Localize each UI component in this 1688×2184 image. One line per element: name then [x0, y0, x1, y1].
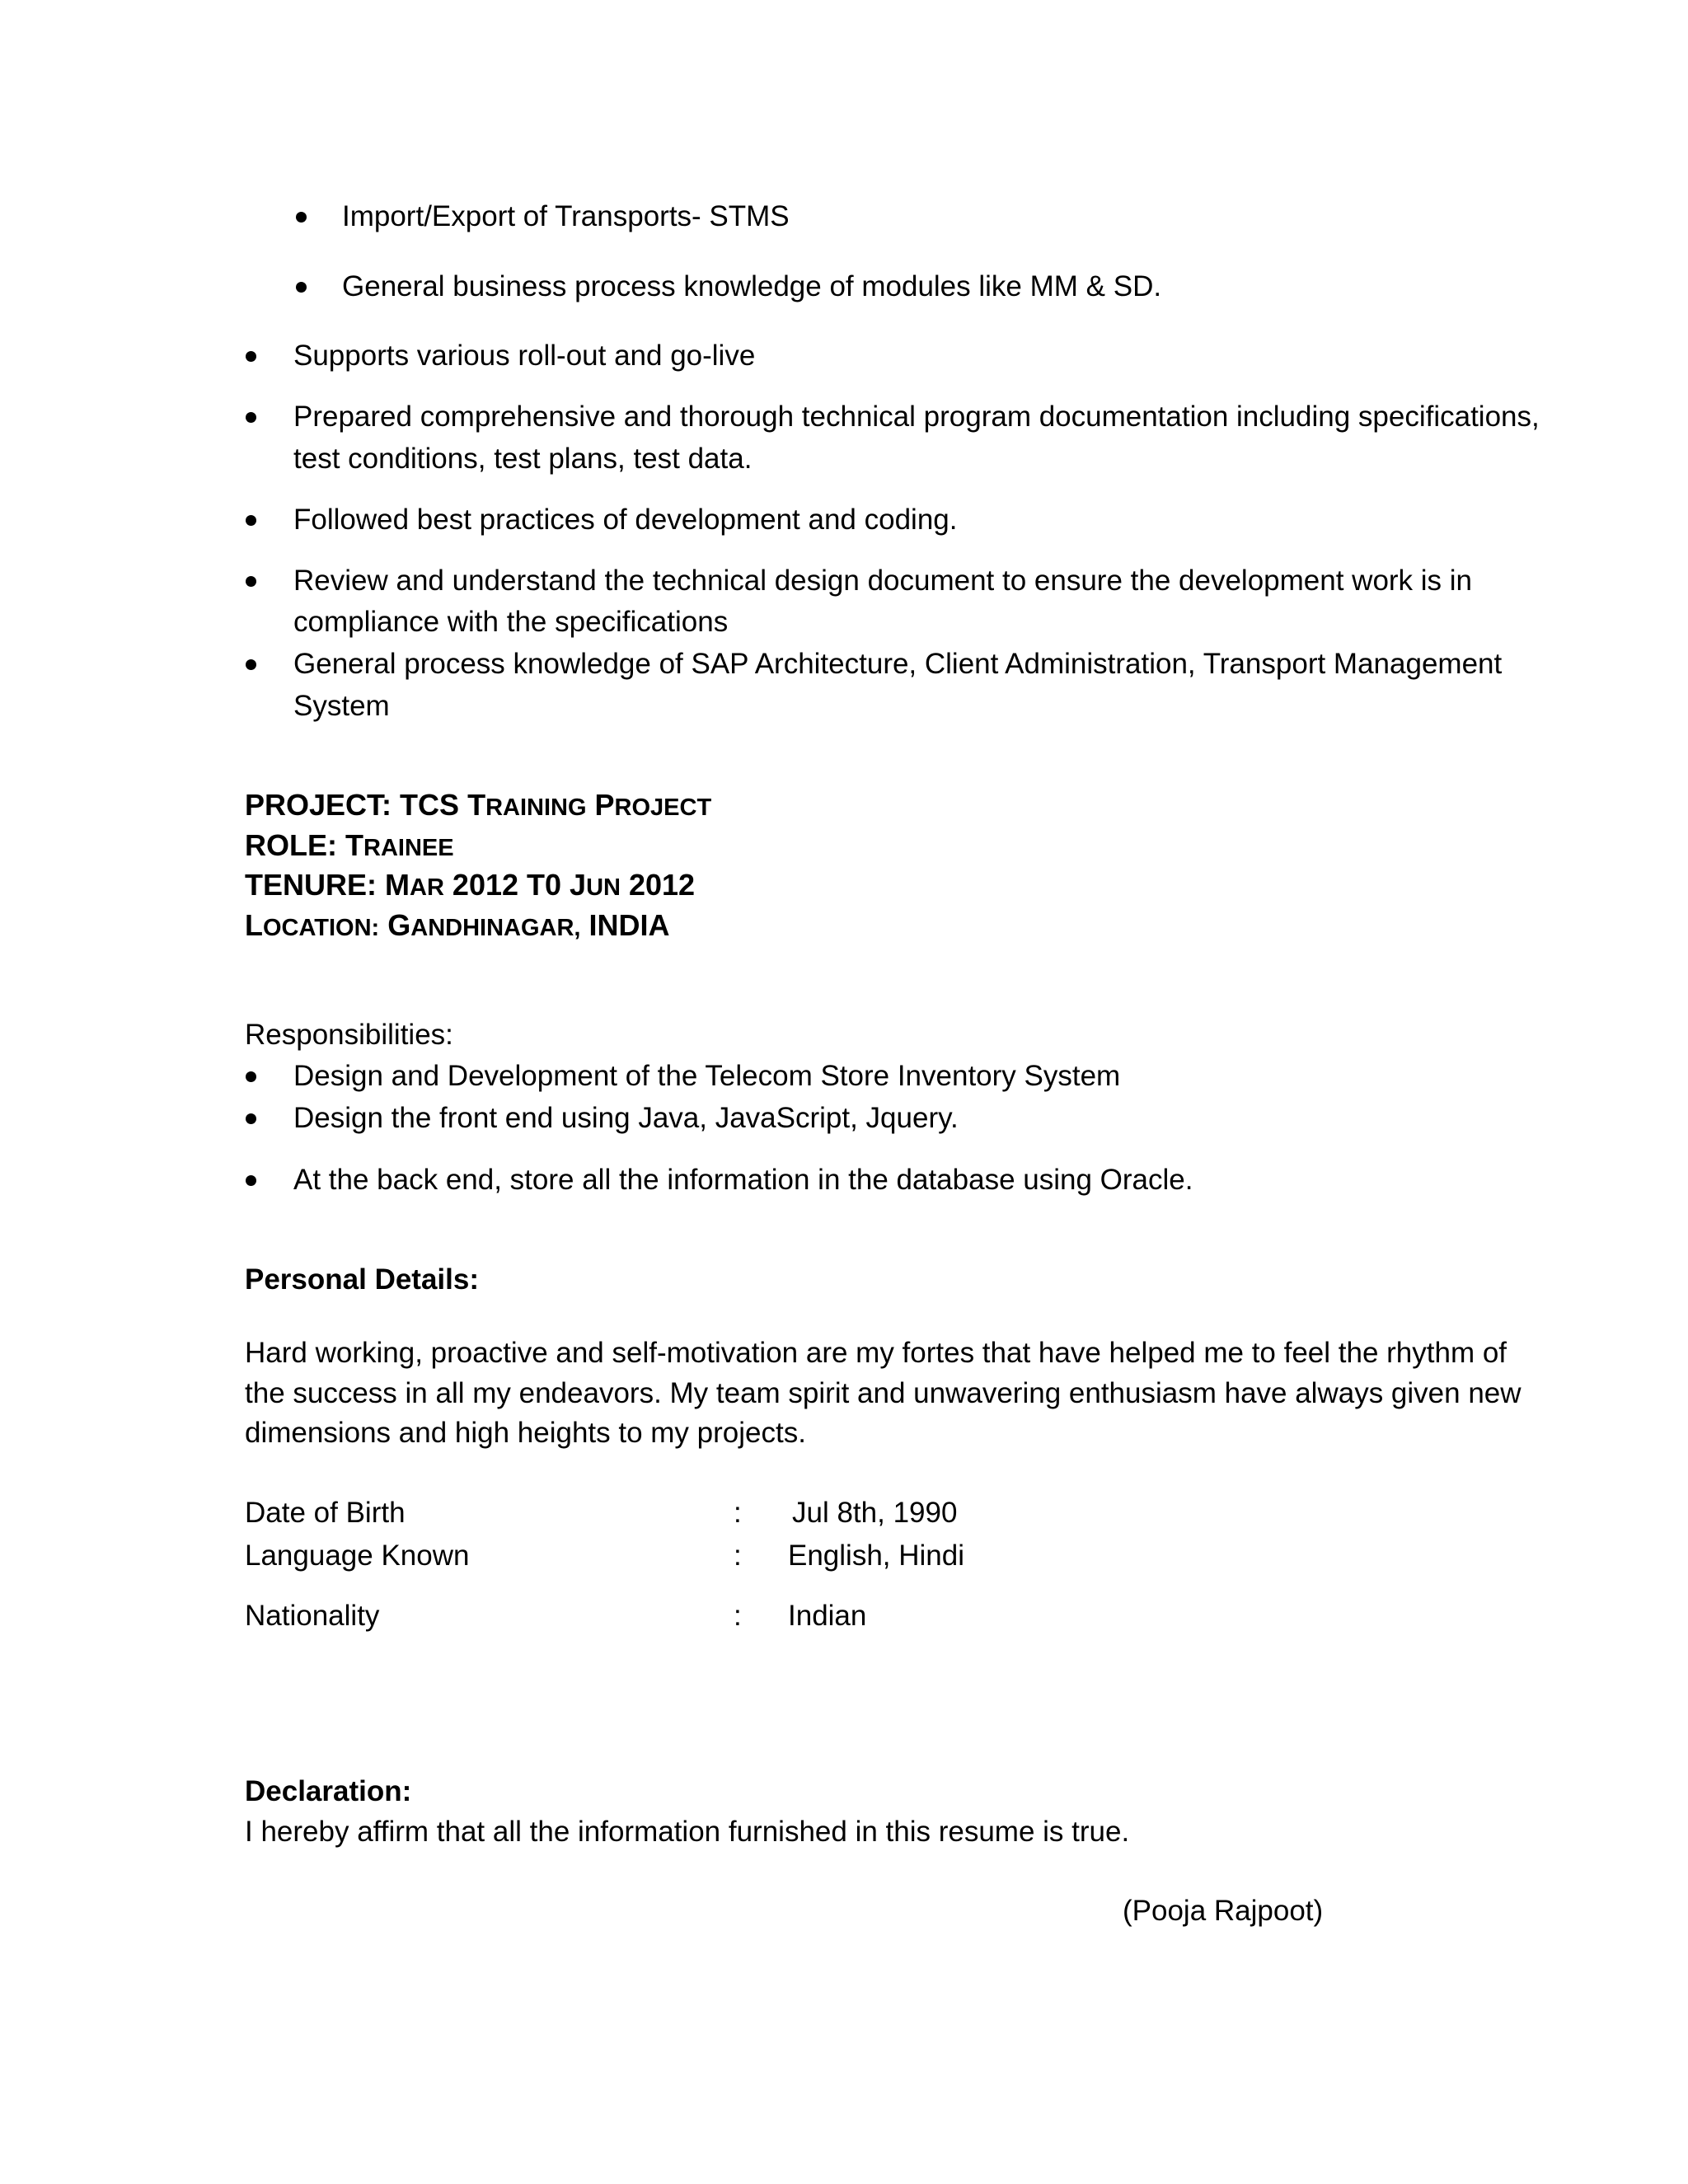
project-name-part: PROJECT — [594, 788, 712, 822]
location-city: GANDHINAGAR, — [387, 908, 581, 942]
detail-value-nationality: Indian — [788, 1600, 867, 1632]
location-label: LOCATION: — [245, 908, 380, 942]
tenure-start-year: 2012 T0 — [452, 868, 562, 902]
bullet-item-continuation: compliance with the specifications — [293, 606, 729, 638]
project-name-part: TRAINING — [467, 788, 587, 822]
responsibility-item: At the back end, store all the information in the database using Oracle. — [293, 1164, 1193, 1196]
signature-name: (Pooja Rajpoot) — [1123, 1895, 1324, 1927]
responsibilities-heading: Responsibilities: — [245, 1019, 453, 1051]
personal-paragraph-line: dimensions and high heights to my projects. — [245, 1417, 806, 1449]
bullet-item: Followed best practices of development and coding. — [293, 504, 958, 536]
detail-separator: : — [734, 1540, 742, 1572]
location-line — [245, 907, 670, 943]
bullet-item: Supports various roll-out and go-live — [293, 340, 756, 372]
role-value: TRAINEE — [345, 828, 454, 862]
sub-bullet-item: Import/Export of Transports- STMS — [342, 200, 790, 232]
declaration-heading: Declaration: — [245, 1775, 412, 1807]
detail-value-dob: Jul 8th, 1990 — [792, 1497, 958, 1529]
personal-details-heading: Personal Details: — [245, 1263, 479, 1296]
tenure-end-year: 2012 — [628, 868, 696, 902]
bullet-item-continuation: System — [293, 690, 390, 722]
tenure-label: TENURE: — [245, 868, 377, 902]
tenure-start-month: MAR — [385, 868, 444, 902]
bullet-item: Prepared comprehensive and thorough technical program documentation including specifications, — [293, 401, 1540, 433]
location-country: INDIA — [588, 908, 670, 942]
bullet-item-continuation: test conditions, test plans, test data. — [293, 443, 753, 475]
project-line — [245, 787, 711, 823]
tenure-end-month: JUN — [570, 868, 621, 902]
role-line — [245, 827, 454, 863]
declaration-text: I hereby affirm that all the information furnished in this resume is true. — [245, 1816, 1130, 1848]
detail-separator: : — [734, 1497, 742, 1529]
bullet-item: Review and understand the technical design document to ensure the development work is in — [293, 565, 1473, 597]
detail-value-language: English, Hindi — [788, 1540, 964, 1572]
detail-label-language: Language Known — [245, 1540, 470, 1572]
personal-paragraph-line: the success in all my endeavors. My team spirit and unwavering enthusiasm have always given new — [245, 1377, 1522, 1409]
tenure-line — [245, 867, 695, 902]
project-name-part: TCS — [400, 788, 460, 822]
detail-label-dob: Date of Birth — [245, 1497, 406, 1529]
role-label: ROLE: — [245, 828, 337, 862]
responsibility-item: Design the front end using Java, JavaScript, Jquery. — [293, 1102, 959, 1134]
sub-bullet-item: General business process knowledge of modules like MM & SD. — [342, 270, 1162, 302]
responsibility-item: Design and Development of the Telecom Store Inventory System — [293, 1060, 1121, 1092]
project-label: PROJECT: — [245, 788, 392, 822]
detail-label-nationality: Nationality — [245, 1600, 380, 1632]
personal-paragraph-line: Hard working, proactive and self-motivation are my fortes that have helped me to feel the rhythm of — [245, 1337, 1507, 1369]
detail-separator: : — [734, 1600, 742, 1632]
bullet-item: General process knowledge of SAP Architecture, Client Administration, Transport Management — [293, 648, 1503, 680]
